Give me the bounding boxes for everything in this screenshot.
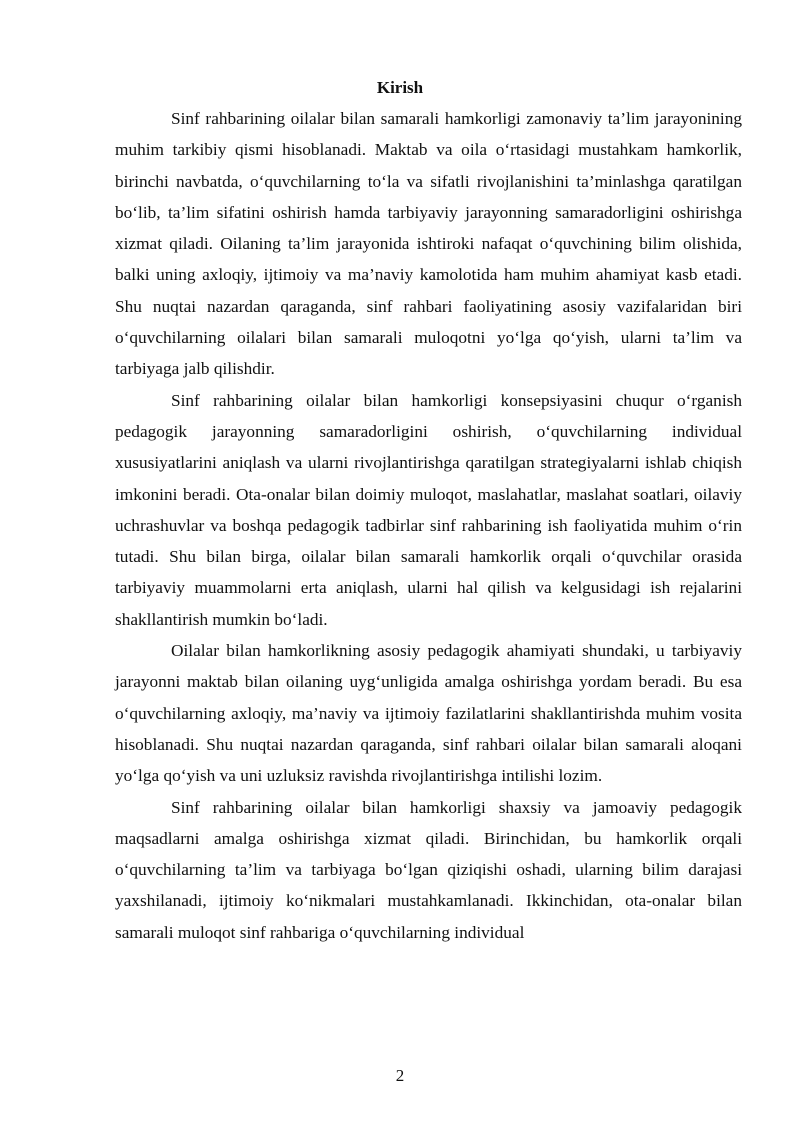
paragraph-2: Sinf rahbarining oilalar bilan hamkorligi konsepsiyasini chuqur o‘rganish pedagogik jarayonning samaradorligini oshirish, o‘quvchilarning individual xususiyatlarini aniqlash va ularni rivojlantirishga qaratilgan strategiyalarni ishlab chiqish imkonini beradi. Ota-onalar bilan doimiy muloqot, maslahatlar, maslahat soatlari, oilaviy uchrashuvlar va boshqa pedagogik tadbirlar sinf rahbarining ish faoliyatida muhim o‘rin tutadi. Shu bilan birga, oilalar bilan samarali hamkorlik orqali o‘quvchilar orasida tarbiyaviy muammolarni erta aniqlash, ularni hal qilish va kelgusidagi ish rejalarini shakllantirish mumkin bo‘ladi. — [115, 390, 742, 629]
page-number: 2 — [395, 1066, 405, 1085]
paragraph-3: Oilalar bilan hamkorlikning asosiy pedagogik ahamiyati shundaki, u tarbiyaviy jarayonni maktab bilan oilaning uyg‘unligida amalga oshirishga yordam beradi. Bu esa o‘quvchilarning axloqiy, ma’naviy va ijtimoiy fazilatlarini shakllantirishda muhim vosita hisoblanadi. Shu nuqtai nazardan qaraganda, sinf rahbari oilalar bilan samarali aloqani yo‘lga qo‘yish va uni uzluksiz ravishda rivojlantirishga intilishi lozim. — [115, 641, 742, 786]
section-title: Kirish — [376, 78, 424, 97]
paragraph-1: Sinf rahbarining oilalar bilan samarali hamkorligi zamonaviy ta’lim jarayonining muhim tarkibiy qismi hisoblanadi. Maktab va oila o‘rtasidagi mustahkam hamkorlik, birinchi navbatda, o‘quvchilarning to‘la va sifatli rivojlanishini ta’minlashga qaratilgan bo‘lib, ta’lim sifatini oshirish hamda tarbiyaviy jarayonning samaradorligini oshirishga xizmat qiladi. Oilaning ta’lim jarayonida ishtiroki nafaqat o‘quvchining bilim olishida, balki uning axloqiy, ijtimoiy va ma’naviy kamolotida ham muhim ahamiyat kasb etadi. Shu nuqtai nazardan qaraganda, sinf rahbari faoliyatining asosiy vazifalaridan biri o‘quvchilarning oilalari bilan samarali muloqotni yo‘lga qo‘yish, ularni ta’lim va tarbiyaga jalb qilishdir. — [115, 109, 742, 379]
body-text — [115, 103, 742, 948]
paragraph-4: Sinf rahbarining oilalar bilan hamkorligi shaxsiy va jamoaviy pedagogik maqsadlarni amalga oshirishga xizmat qiladi. Birinchidan, bu hamkorlik orqali o‘quvchilarning ta’lim va tarbiyaga bo‘lgan qiziqishi oshadi, ularning bilim darajasi yaxshilanadi, ijtimoiy ko‘nikmalari mustahkamlanadi. Ikkinchidan, ota-onalar bilan samarali muloqot sinf rahbariga o‘quvchilarning individual — [115, 797, 742, 942]
